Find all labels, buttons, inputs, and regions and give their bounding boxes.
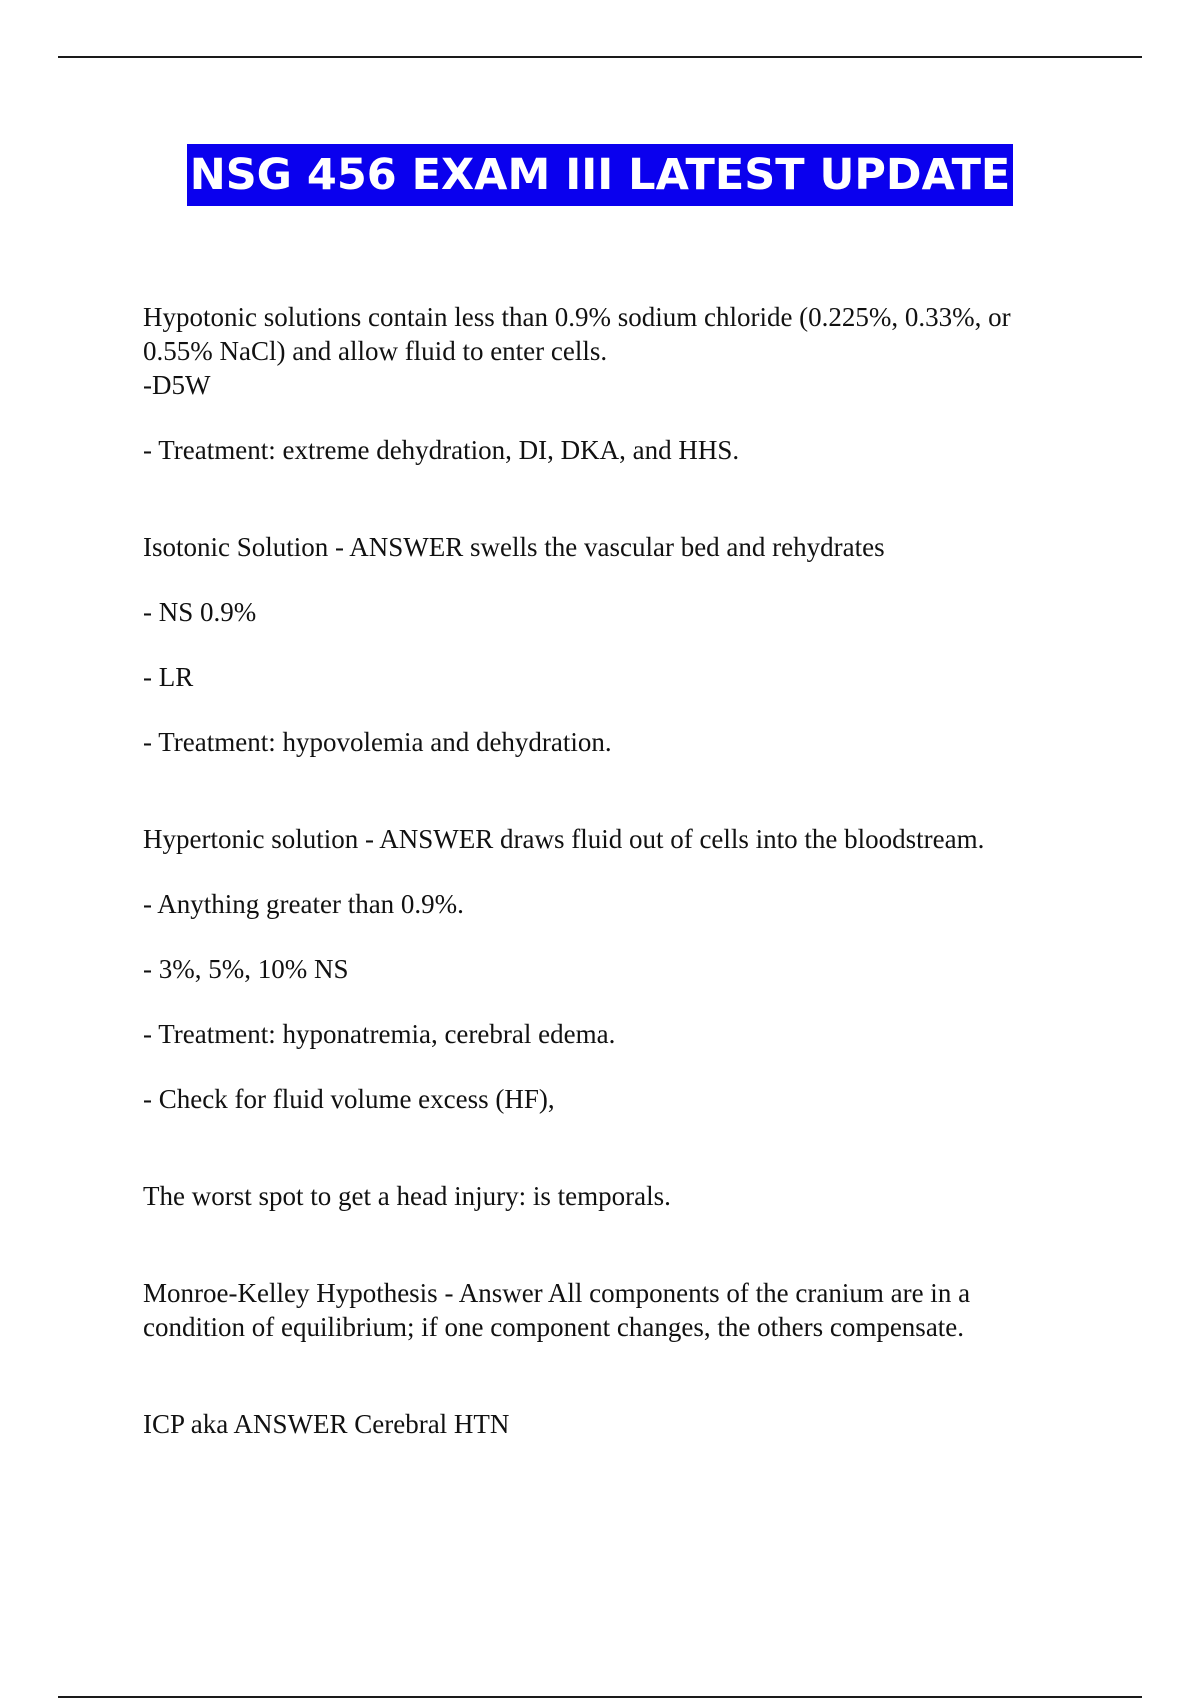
isotonic-item-ns: - NS 0.9% (143, 597, 257, 627)
bottom-divider (58, 1696, 1142, 1698)
section-hypertonic (143, 822, 1073, 1116)
hypotonic-item-d5w: -D5W (143, 370, 211, 400)
icp-text: ICP aka ANSWER Cerebral HTN (143, 1409, 510, 1439)
section-isotonic (143, 530, 1073, 759)
isotonic-item-treatment: - Treatment: hypovolemia and dehydration. (143, 727, 612, 757)
hypertonic-item-greater: - Anything greater than 0.9%. (143, 889, 464, 919)
section-icp (143, 1407, 1073, 1441)
isotonic-text: Isotonic Solution - ANSWER swells the vascular bed and rehydrates (143, 532, 885, 562)
hypertonic-text: Hypertonic solution - ANSWER draws fluid out of cells into the bloodstream. (143, 824, 985, 854)
isotonic-item-lr: - LR (143, 662, 194, 692)
section-head-injury (143, 1179, 1073, 1213)
monroe-kelley-text: Monroe-Kelley Hypothesis - Answer All components of the cranium are in a condition of equilibrium; if one component changes, the others compensate. (143, 1278, 971, 1342)
head-injury-text: The worst spot to get a head injury: is temporals. (143, 1181, 671, 1211)
hypotonic-item-treatment: - Treatment: extreme dehydration, DI, DKA, and HHS. (143, 435, 740, 465)
hypertonic-item-ns: - 3%, 5%, 10% NS (143, 954, 349, 984)
document-body (143, 300, 1073, 1441)
section-hypotonic (143, 300, 1073, 467)
section-monroe-kelley (143, 1276, 1073, 1344)
document-title: NSG 456 EXAM III LATEST UPDATE (187, 144, 1014, 206)
title-banner (0, 144, 1200, 206)
top-divider (58, 56, 1142, 58)
hypertonic-item-check: - Check for fluid volume excess (HF), (143, 1084, 555, 1114)
hypotonic-text: Hypotonic solutions contain less than 0.9% sodium chloride (0.225%, 0.33%, or 0.55% NaCl) and allow fluid to enter cells. (143, 302, 1011, 366)
hypertonic-item-treatment: - Treatment: hyponatremia, cerebral edema. (143, 1019, 616, 1049)
